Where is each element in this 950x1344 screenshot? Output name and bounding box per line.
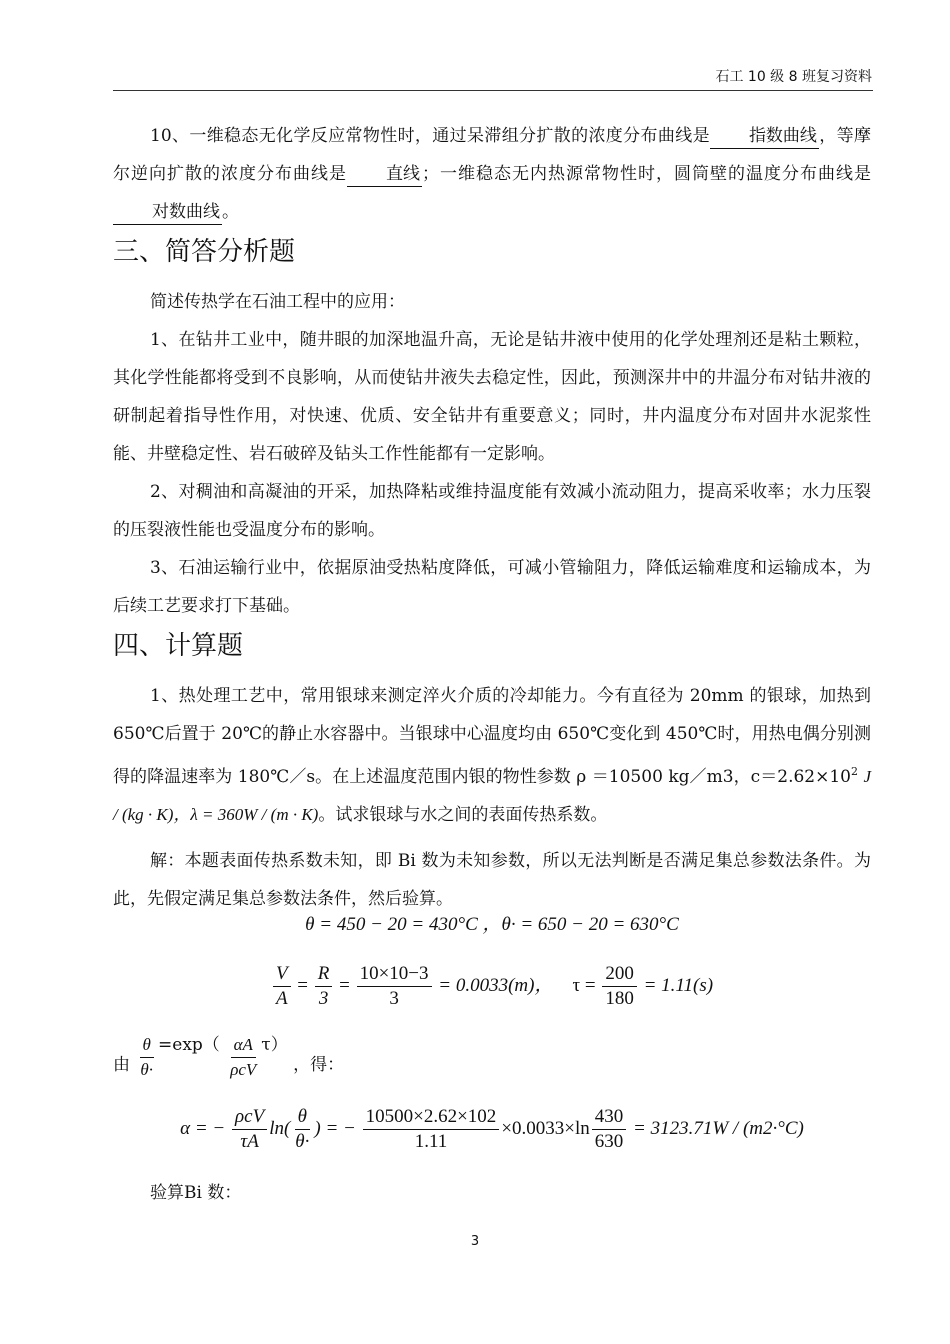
eq2-tau: τ =	[572, 974, 596, 996]
q10-text-4: 。	[222, 202, 239, 222]
frac-value	[357, 962, 432, 1011]
section3-item-1: 1、在钻井工业中，随井眼的加深地温升高，无论是钻井液中使用的化学处理剂还是粘土颗粒，其化学性能都将受到不良影响，从而使钻井液失去稳定性，因此，预测深井中的井温分布对钻井液的研制起着指导性作用，对快速、优质、安全钻井有重要意义；同时，井内温度分布对固井水泥浆性能、井壁稳定性、岩石破碎及钻头工作性能都有一定影响。	[113, 330, 871, 464]
section3-item-2: 2、对稠油和高凝油的开采，加热降粘或维持温度能有效减小流动阻力，提高采收率；水力压裂的压裂液性能也受温度分布的影响。	[113, 482, 871, 540]
frac-den: A	[275, 988, 288, 1009]
frac-den: 630	[594, 1131, 624, 1152]
verify-bi: 验算Bi 数：	[150, 1183, 242, 1203]
problem-lambda: ，λ = 360W / (m · K)	[173, 805, 319, 824]
equation-layer	[113, 0, 871, 1344]
frac-num: V	[273, 962, 291, 987]
eq4-result: = 3123.71W / (m2·°C)	[633, 1117, 804, 1139]
frac-den: 3	[318, 988, 329, 1009]
frac-den: τA	[240, 1131, 259, 1152]
frac-den: 1.11	[414, 1131, 448, 1152]
eq3-suffix: ，得：	[293, 1055, 345, 1075]
running-header: 石工 10 级 8 班复习资料	[715, 69, 872, 85]
problem-text-f: 。试求银球与水之间的表面传热系数。	[318, 805, 608, 825]
q10-text-1: 10、一维稳态无化学反应常物性时，通过呆滞组分扩散的浓度分布曲线是	[150, 126, 710, 146]
problem-exponent: 2	[851, 765, 858, 778]
frac-den: θ·	[140, 1060, 154, 1079]
frac-den: ρcV	[230, 1060, 257, 1079]
frac-num: θ	[295, 1105, 310, 1130]
equation-theta: θ = 450 − 20 = 430°C ，θ· = 650 − 20 = 630°C	[305, 914, 679, 935]
frac-r-3	[315, 962, 333, 1011]
frac-num: 10×10−3	[357, 962, 432, 987]
frac-rho-c-v	[232, 1105, 267, 1154]
frac-den: 3	[389, 988, 399, 1009]
frac-num: 200	[602, 962, 637, 987]
eq4-ln: ln(	[269, 1117, 291, 1139]
eq3-prefix: 由	[113, 1055, 130, 1075]
frac-num: R	[315, 962, 333, 987]
frac-num: 430	[592, 1105, 627, 1130]
page-number: 3	[470, 1234, 480, 1249]
solution-text: 解：本题表面传热系数未知，即 Bi 数为未知参数，所以无法判断是否满足集总参数法条件。为此，先假定满足集总参数法条件，然后验算。	[113, 851, 871, 909]
eq4-mul: ×0.0033×ln	[501, 1117, 590, 1139]
frac-theta-ratio	[292, 1105, 312, 1154]
problem-text-a: 1、热处理工艺中，常用银球来测定淬火介质的冷却能力。今有直径为 20mm 的银球，加热到 650℃后置于 20℃的静止水容器中。当银球中心温度均由 650℃变化到 450℃时，用热电偶分别测得的降温速率为 180℃／s。在上述温度范围内银的物性参数 ρ ＝10500 kg／m	[113, 686, 871, 787]
answer-blank-2: 直线	[347, 162, 422, 187]
eq4-mid: ) = −	[314, 1117, 356, 1139]
answer-blank-1: 指数曲线	[710, 124, 819, 149]
frac-num: αA	[231, 1033, 256, 1058]
eq4-lhs: α = −	[180, 1117, 226, 1139]
frac-num: ρcV	[232, 1105, 267, 1130]
frac-numeric	[363, 1105, 500, 1154]
eq3-exp: =exp（	[158, 1035, 220, 1055]
eq3-tau: τ）	[261, 1035, 288, 1055]
problem-unit-c: J / (kg · K)	[113, 767, 871, 824]
section3-intro: 简述传热学在石油工程中的应用：	[150, 292, 405, 312]
frac-theta	[137, 1033, 156, 1082]
q10-text-3: ；一维稳态无内热源常物性时，圆筒壁的温度分布曲线是	[422, 164, 871, 184]
frac-num: θ	[140, 1033, 154, 1058]
frac-den: 180	[605, 988, 634, 1009]
equation-v-over-a: $\frac{V}{A}$ = $\frac{R}{3}$ = $\frac{10\times 10-3}{3}$ = 0.0033(m)， τ = $\frac{200}{180}$ = 1.11(s)	[113, 962, 871, 1022]
answer-blank-3: 对数曲线	[113, 200, 222, 225]
frac-den: θ·	[295, 1131, 310, 1152]
frac-ln-ratio	[592, 1105, 627, 1154]
frac-alpha	[227, 1033, 259, 1082]
frac-tau	[602, 962, 637, 1011]
equation-exp	[113, 1030, 871, 1090]
frac-num: 10500×2.62×102	[363, 1105, 500, 1130]
problem-text-b: 3，c＝2.62×10	[722, 767, 851, 787]
section-title-4: 四、计算题	[113, 631, 244, 661]
eq2-tau-value: = 1.11(s)	[643, 974, 714, 996]
eq2-value: = 0.0033(m)，	[438, 974, 554, 996]
q10-text-2: ，等摩尔逆向扩散的浓度分布曲线是	[113, 126, 871, 184]
section-title-3: 三、简答分析题	[113, 237, 296, 267]
equation-alpha	[113, 1105, 871, 1170]
frac-v-a	[273, 962, 291, 1011]
section3-item-3: 3、石油运输行业中，依据原油受热粘度降低，可减小管输阻力，降低运输难度和运输成本，为后续工艺要求打下基础。	[113, 558, 871, 616]
